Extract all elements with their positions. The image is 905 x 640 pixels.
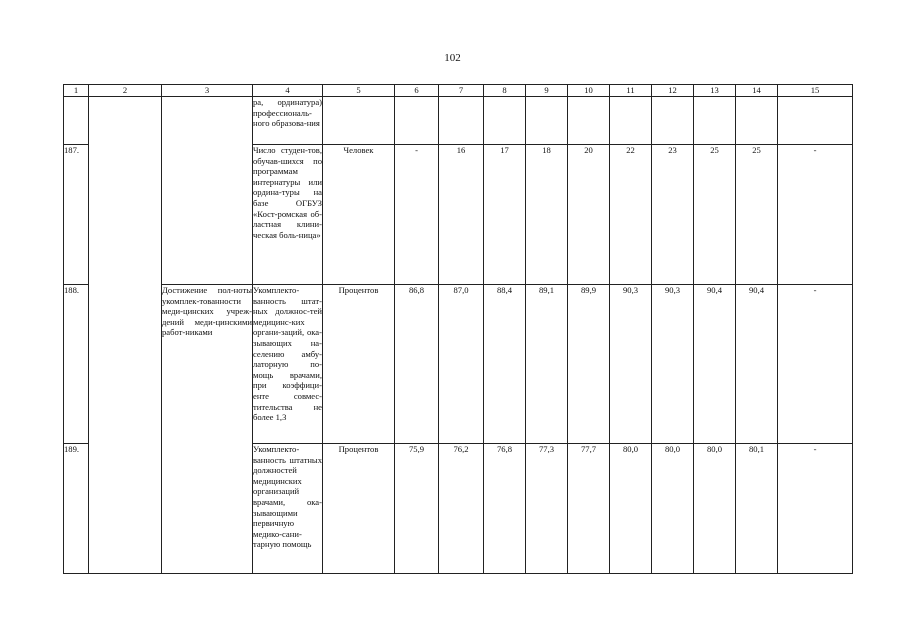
row-number: 189. — [64, 444, 89, 574]
value-cell — [439, 97, 484, 145]
value-cell: 25 — [694, 145, 736, 285]
value-cell: 89,9 — [568, 285, 610, 444]
unit-cell — [323, 97, 395, 145]
column-number: 2 — [89, 85, 162, 97]
value-cell: 77,3 — [526, 444, 568, 574]
column-number: 14 — [736, 85, 778, 97]
value-cell: 22 — [610, 145, 652, 285]
section-cell — [89, 97, 162, 574]
table-row-continuation — [64, 97, 853, 145]
value-cell: 16 — [439, 145, 484, 285]
value-cell: 90,4 — [736, 285, 778, 444]
unit-cell: Процентов — [323, 285, 395, 444]
row-number — [64, 97, 89, 145]
value-cell — [652, 97, 694, 145]
value-cell: 17 — [484, 145, 526, 285]
column-number: 9 — [526, 85, 568, 97]
value-cell — [395, 97, 439, 145]
value-cell: - — [395, 145, 439, 285]
value-cell: 90,4 — [694, 285, 736, 444]
goal-cell — [162, 97, 253, 285]
value-cell: 88,4 — [484, 285, 526, 444]
note-cell: - — [778, 444, 853, 574]
unit-cell: Человек — [323, 145, 395, 285]
column-number: 8 — [484, 85, 526, 97]
value-cell: 80,0 — [694, 444, 736, 574]
value-cell: 89,1 — [526, 285, 568, 444]
value-cell: 76,2 — [439, 444, 484, 574]
column-number: 6 — [395, 85, 439, 97]
indicator-cell: Укомплекто-ванность штат-ных должнос-тей медицинс-ких органи-заций, ока-зывающих на-селению амбу-латорную по-мощь врачами, при коэффици-енте совмес-тительства не более 1,3 — [253, 285, 323, 444]
row-number: 188. — [64, 285, 89, 444]
value-cell: 80,0 — [610, 444, 652, 574]
row-number: 187. — [64, 145, 89, 285]
value-cell — [694, 97, 736, 145]
value-cell — [484, 97, 526, 145]
value-cell: 25 — [736, 145, 778, 285]
column-number: 4 — [253, 85, 323, 97]
value-cell: 76,8 — [484, 444, 526, 574]
page-number: 102 — [444, 52, 461, 64]
column-number: 3 — [162, 85, 253, 97]
column-number: 15 — [778, 85, 853, 97]
value-cell: 86,8 — [395, 285, 439, 444]
column-number: 11 — [610, 85, 652, 97]
indicator-cell: Укомплекто-ванность штатных должностей медицинских организаций врачами, ока-зывающими первичную медико-сани-тарную помощь — [253, 444, 323, 574]
value-cell — [526, 97, 568, 145]
column-number: 12 — [652, 85, 694, 97]
value-cell: 77,7 — [568, 444, 610, 574]
value-cell — [568, 97, 610, 145]
value-cell — [736, 97, 778, 145]
column-number: 1 — [64, 85, 89, 97]
value-cell: 20 — [568, 145, 610, 285]
column-numbers-row — [64, 85, 853, 97]
goal-cell: Достижение пол-ноты укомплек-тованности меди-цинских учреж-дений меди-цинскими работ-никами — [162, 285, 253, 574]
note-cell: - — [778, 285, 853, 444]
indicator-cell: Число студен-тов, обучав-шихся по программам интернатуры или ордина-туры на базе ОГБУЗ «Кост-ромская об-ластная клини-ческая боль-ница» — [253, 145, 323, 285]
value-cell: 18 — [526, 145, 568, 285]
value-cell: 90,3 — [652, 285, 694, 444]
value-cell: 87,0 — [439, 285, 484, 444]
value-cell: 80,0 — [652, 444, 694, 574]
value-cell: 75,9 — [395, 444, 439, 574]
column-number: 13 — [694, 85, 736, 97]
column-number: 7 — [439, 85, 484, 97]
column-number: 5 — [323, 85, 395, 97]
indicators-table — [63, 84, 853, 574]
note-cell: - — [778, 145, 853, 285]
value-cell: 90,3 — [610, 285, 652, 444]
value-cell — [610, 97, 652, 145]
indicator-cell: ра, ординатура) профессиональ-ного образова-ния — [253, 97, 323, 145]
value-cell: 23 — [652, 145, 694, 285]
unit-cell: Процентов — [323, 444, 395, 574]
value-cell: 80,1 — [736, 444, 778, 574]
table-row-188 — [64, 285, 853, 444]
column-number: 10 — [568, 85, 610, 97]
note-cell — [778, 97, 853, 145]
